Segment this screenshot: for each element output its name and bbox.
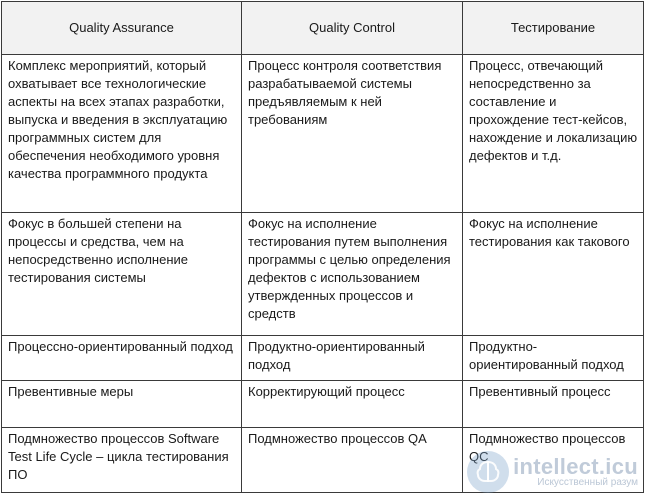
table-cell: Продуктно-ориентированный подход bbox=[463, 336, 644, 381]
header-testing: Тестирование bbox=[463, 2, 644, 55]
table-cell: Продуктно-ориентированный подход bbox=[242, 336, 463, 381]
table-row bbox=[2, 55, 644, 213]
table-cell: Фокус на исполнение тестирования как такового bbox=[463, 213, 644, 336]
table-cell: Фокус на исполнение тестирования путем выполнения программы с целью определения дефектов с использованием утвержденных процессов и средств bbox=[242, 213, 463, 336]
comparison-table bbox=[1, 1, 644, 493]
header-quality-control: Quality Control bbox=[242, 2, 463, 55]
table-cell: Процессно-ориентированный подход bbox=[2, 336, 242, 381]
table-row bbox=[2, 428, 644, 493]
table-cell: Процесс, отвечающий непосредственно за составление и прохождение тест-кейсов, нахождение и локализацию дефектов и т.д. bbox=[463, 55, 644, 213]
table-row bbox=[2, 336, 644, 381]
table-cell: Превентивные меры bbox=[2, 381, 242, 428]
table-row bbox=[2, 213, 644, 336]
table-cell: Корректирующий процесс bbox=[242, 381, 463, 428]
header-quality-assurance: Quality Assurance bbox=[2, 2, 242, 55]
table-cell: Процесс контроля соответствия разрабатываемой системы предъявляемым к ней требованиям bbox=[242, 55, 463, 213]
table-cell: Подмножество процессов QC bbox=[463, 428, 644, 493]
table-cell: Подмножество процессов Software Test Life Cycle – цикла тестирования ПО bbox=[2, 428, 242, 493]
watermark-domain: intellect.icu bbox=[513, 454, 638, 480]
table-cell: Подмножество процессов QA bbox=[242, 428, 463, 493]
watermark-tagline: Искусственный разум bbox=[537, 477, 638, 489]
table-header-row bbox=[2, 2, 644, 55]
table-cell: Превентивный процесс bbox=[463, 381, 644, 428]
table-row bbox=[2, 381, 644, 428]
table-cell: Комплекс мероприятий, который охватывает все технологические аспекты на всех этапах разработки, выпуска и введения в эксплуатацию программных систем для обеспечения необходимого уровня качества программного продукта bbox=[2, 55, 242, 213]
table-cell: Фокус в большей степени на процессы и средства, чем на непосредственно исполнение тестирования системы bbox=[2, 213, 242, 336]
